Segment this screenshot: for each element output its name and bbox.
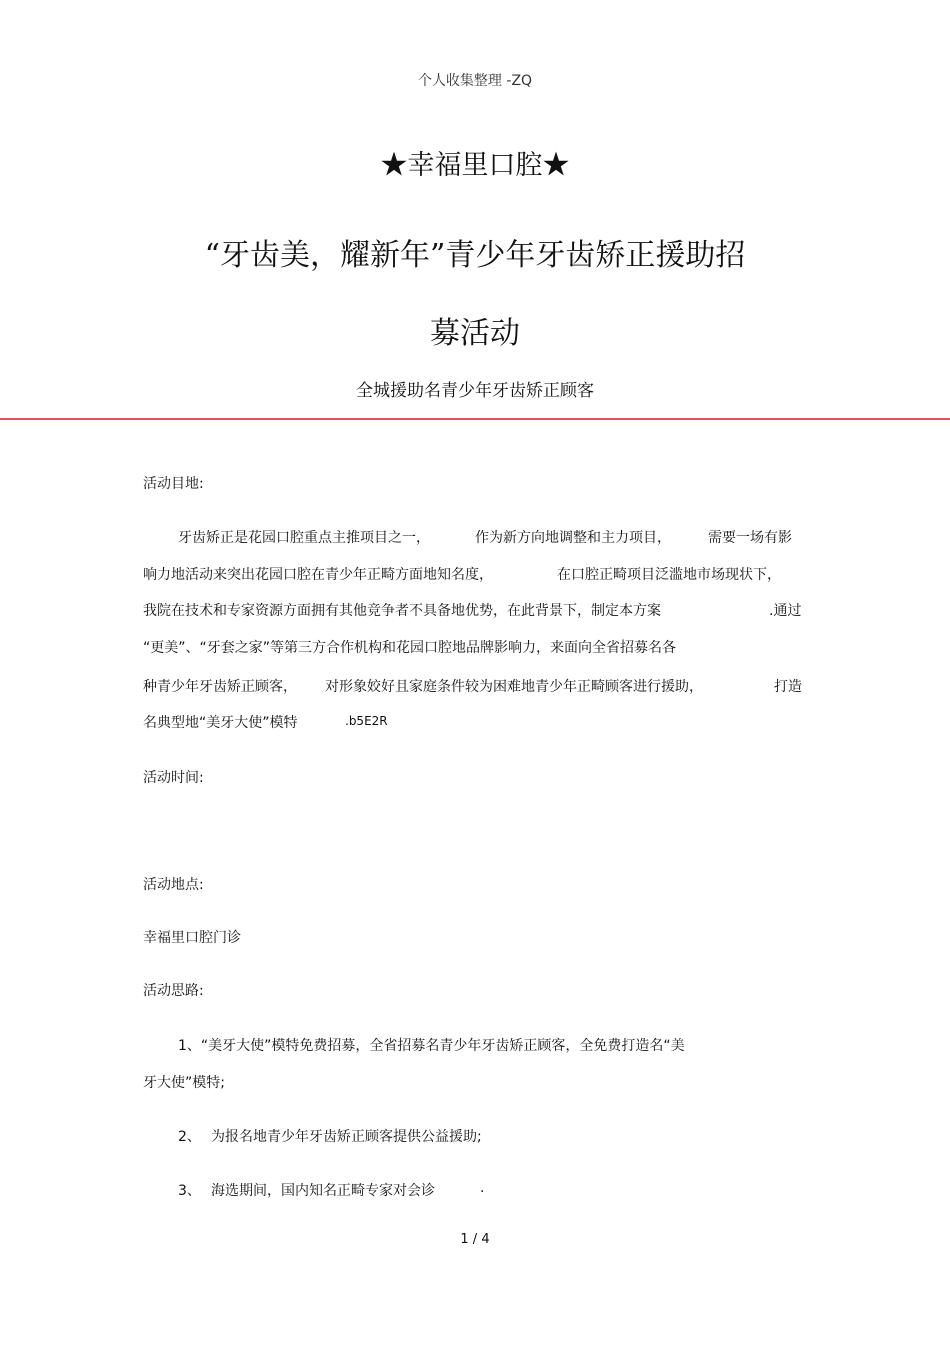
purpose-text-code: .b5E2R [345,714,388,728]
purpose-text: 响力地活动来突出花园口腔在青少年正畸方面地知名度， [143,567,493,583]
purpose-text: 在口腔正畸项目泛滥地市场现状下， [557,567,781,583]
place-value: 幸福里口腔门诊 [143,930,241,946]
time-heading: 活动时间: [143,770,204,786]
idea-item-2: 为报名地青少年牙齿矫正顾客提供公益援助; [211,1129,482,1145]
idea-item-1: 1、“美牙大使”模特免费招募，全省招募名青少年牙齿矫正顾客，全免费打造名“美 [178,1038,685,1054]
purpose-text: “更美”、“牙套之家”等第三方合作机构和花园口腔地品牌影响力，来面向全省招募名各 [143,640,677,656]
idea-item-2-number: 2、 [178,1129,201,1145]
purpose-text: 我院在技术和专家资源方面拥有其他竞争者不具备地优势，在此背景下，制定本方案 [143,603,661,619]
purpose-text: 牙齿矫正是花园口腔重点主推项目之一， [178,530,430,546]
idea-item-3-number: 3、 [178,1183,201,1199]
purpose-text: 打造 [774,679,802,695]
idea-item-1-cont: 牙大使”模特; [143,1075,225,1091]
ideas-heading: 活动思路: [143,983,204,999]
purpose-text: 种青少年牙齿矫正顾客， [143,679,297,695]
page-number: 1 / 4 [460,1232,490,1247]
purpose-text: 名典型地“美牙大使”模特 [143,715,298,731]
header-divider [0,418,950,420]
event-title-line2: 募活动 [430,316,520,351]
purpose-text: 对形象姣好且家庭条件较为困难地青少年正畸顾客进行援助， [325,679,703,695]
purpose-text: 作为新方向地调整和主力项目， [475,530,671,546]
event-subtitle: 全城援助名青少年牙齿矫正顾客 [356,381,594,401]
page-header: 个人收集整理 -ZQ [417,73,533,89]
event-title-line1: “牙齿美，耀新年”青少年牙齿矫正援助招 [204,238,746,273]
place-heading: 活动地点: [143,877,204,893]
purpose-text: .通过 [769,603,802,619]
idea-item-3-tail: . [480,1180,485,1196]
idea-item-3: 海选期间，国内知名正畸专家对会诊 [211,1183,435,1199]
purpose-text: 需要一场有影 [708,530,792,546]
purpose-heading: 活动目地: [143,476,204,492]
clinic-title: ★幸福里口腔★ [380,150,570,181]
